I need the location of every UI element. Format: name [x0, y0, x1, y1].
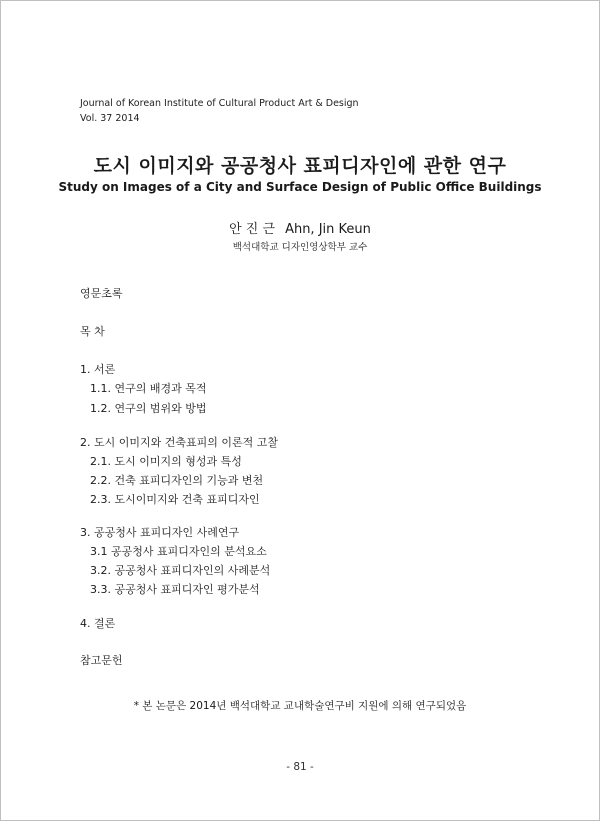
toc-section-1-1: 1.1. 연구의 배경과 목적	[90, 382, 207, 395]
page-number: - 81 -	[286, 761, 314, 773]
toc-section-2-3: 2.3. 도시이미지와 건축 표피디자인	[90, 493, 260, 506]
author-name-korean: 안 진 근	[229, 222, 276, 237]
toc-abstract: 영문초록	[80, 287, 123, 300]
toc-heading: 목 차	[80, 325, 105, 338]
toc-section-2: 2. 도시 이미지와 건축표피의 이론적 고찰	[80, 436, 278, 449]
toc-section-4: 4. 결론	[80, 617, 116, 630]
journal-name: Journal of Korean Institute of Cultural Product Art & Design	[80, 98, 359, 109]
toc-references: 참고문헌	[80, 654, 123, 667]
toc-section-3-3: 3.3. 공공청사 표피디자인 평가분석	[90, 583, 260, 596]
author-line	[1, 218, 599, 237]
toc-section-3-1: 3.1 공공청사 표피디자인의 분석요소	[90, 545, 267, 558]
toc-section-2-1: 2.1. 도시 이미지의 형성과 특성	[90, 455, 242, 468]
paper-title-korean: 도시 이미지와 공공청사 표피디자인에 관한 연구	[93, 155, 507, 177]
toc-section-2-2: 2.2. 건축 표피디자인의 기능과 변천	[90, 474, 264, 487]
journal-volume: Vol. 37 2014	[80, 113, 140, 124]
toc-section-3: 3. 공공청사 표피디자인 사례연구	[80, 526, 240, 539]
author-name-english: Ahn, Jin Keun	[285, 222, 371, 237]
journal-header	[80, 96, 359, 126]
toc-section-1-2: 1.2. 연구의 범위와 방법	[90, 402, 207, 415]
funding-footnote: * 본 논문은 2014년 백석대학교 교내학술연구비 지원에 의해 연구되었음	[133, 700, 467, 712]
author-affiliation: 백석대학교 디자인영상학부 교수	[232, 242, 368, 253]
toc-section-1: 1. 서론	[80, 363, 116, 376]
toc-section-3-2: 3.2. 공공청사 표피디자인의 사례분석	[90, 564, 271, 577]
paper-title-english: Study on Images of a City and Surface Design of Public Office Buildings	[58, 180, 542, 194]
